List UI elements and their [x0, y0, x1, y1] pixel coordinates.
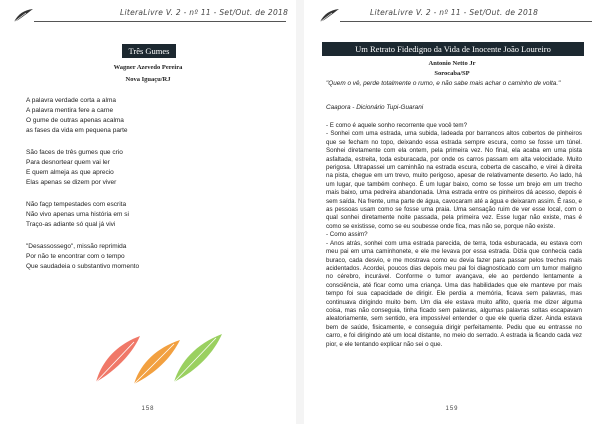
feather-icon: [96, 336, 140, 382]
right-page: [304, 0, 600, 424]
header-text: LiteraLivre V. 2 - nº 11 - Set/Out. de 2018: [120, 8, 289, 17]
poem-line: Não vivo apenas uma história em si: [26, 211, 129, 218]
stanza: [26, 96, 226, 136]
poem-line: A palavra mentira fere a carne: [26, 107, 114, 114]
page-number: 158: [141, 406, 155, 412]
poem-line: Para desnortear quem vai ler: [26, 159, 110, 166]
quill-icon: [12, 8, 34, 24]
epigraph: "Quem o vê, perde totalmente o rumo, e não sabe mais achar o caminho de volta.": [326, 80, 561, 87]
quill-icon: [318, 8, 340, 24]
left-page: [0, 0, 296, 424]
paragraph: - Anos atrás, sonhei com uma estrada parecida, de terra, toda esburacada, eu estava com meu pai em uma caminhonete, e ele me levava por essa estrada. Dizia que conhecia cada buraco, cada desvio, e me mostrava como eu devia fazer para passar pelos trechos mais acidentados. Acordei, poucos dias depois meu pai foi diagnosticado com um tumor maligno no cérebro, incurável. Conforme o tumor avançava, ele ao perdendo lentamente a consciência, até ficar como uma criança. Uma das habilidades que ele manteve por mais tempo foi sua capacidade de dirigir. Ele perdia a memória, ficava sem palavras, mas continuava dirigindo muito bem. Um dia ele estava muito aflito, queria me dizer alguma coisa, mas não conseguia, tinha ficado sem palavras, algumas palavras soltas escapavam aleatoriamente, sem sentido, era impossível entender o que ele queria dizer. Ainda estava bem de saúde, fisicamente, e conseguia dirigir perfeitamente. Pediu que eu entrasse no carro, e foi dirigindo até um local distante, no meio do serrado. A estrada ia ficando cada vez pior, e ele tentando explicar não sei o que.: [326, 239, 582, 348]
paragraph: - Como assim?: [326, 231, 368, 239]
author-location: Nova Iguaçu/RJ: [125, 76, 171, 83]
feathers-illustration: [88, 330, 228, 386]
poem-line: São faces de três gumes que crio: [26, 149, 123, 156]
paragraph: - Sonhei com uma estrada, uma subida, ladeada por barrancos altos cobertos de pinheiros que se fecham no topo, deixando essa estrada sempre escura, como se fosse um túnel. Sonhei diretamente com ela ontem, pela primeira vez. No final, ela acaba em uma pista asfaltada, estreita, toda esburacada, por onde os carros passam em alta velocidade. Muito perigosa. Ultrapassei um caminhão na estrada escura, coberta de cascalho, e virei à direita na pista, chegue em um trevo, muito perigoso, apesar de relativamente deserto. Ao lado, há um lugar, que também conheço. É um lugar baixo, como se fosse um brejo em um trecho mais baixo, uma pedreira abandonada. Uma estrada entre os pinheiros dá acesso, depois é sem saída. Na frente, uma parte de água, cavocaram até a água e deixaram assim. É raso, e as pessoas usam como se fosse uma praia. Uma sensação ruim de ver esse local, com o qual sonhei diretamente noite passada, pela primeira vez. Esse lugar não existe, mas é como se existisse, como se eu soubesse onde fica, mas não se, porque não existe.: [326, 130, 582, 230]
story-title: Um Retrato Fidedigno da Vida de Inocente João Loureiro: [322, 42, 584, 56]
stanza: [26, 148, 226, 188]
poem-line: Traço-as adiante só qual já vivi: [26, 221, 116, 228]
feather-icon: [134, 340, 180, 384]
poem-line: A palavra verdade corta a alma: [26, 97, 116, 104]
author-name: Antonio Netto Jr: [428, 60, 476, 67]
author-name: Wagner Azevedo Pereira: [113, 64, 183, 71]
stanza: [26, 242, 226, 272]
poem-line: Que saudadeia o substantivo momento: [26, 263, 140, 270]
author-location: Sorocaba/SP: [434, 70, 470, 77]
epigraph-source: Caapora - Dicionário Tupi-Guarani: [326, 104, 424, 111]
poem-title: Três Gumes: [122, 44, 176, 58]
header-rule: [34, 21, 286, 22]
poem-line: as fases da vida em pequena parte: [26, 127, 128, 134]
poem-line: Não façp tempestades com escrita: [26, 201, 127, 208]
page-number: 159: [445, 406, 459, 412]
story-body: [326, 122, 582, 349]
poem-body: [26, 96, 226, 272]
feather-icon: [174, 334, 222, 382]
page-header: [304, 8, 600, 24]
page-header: [0, 8, 296, 24]
poem-line: E quem almeja as que aprecio: [26, 169, 114, 176]
stanza: [26, 200, 226, 230]
poem-line: Por não te encontrar com o tempo: [26, 253, 125, 260]
header-text: LiteraLivre V. 2 - nº 11 - Set/Out. de 2018: [370, 8, 539, 17]
poem-line: O gume de outras apenas acalma: [26, 117, 124, 124]
paragraph: - E como é aquele sonho recorrente que você tem?: [326, 122, 468, 129]
poem-line: "Desassossego", missão reprimida: [26, 243, 127, 250]
poem-line: Elas apenas se dizem por viver: [26, 179, 117, 186]
header-rule: [340, 21, 592, 22]
